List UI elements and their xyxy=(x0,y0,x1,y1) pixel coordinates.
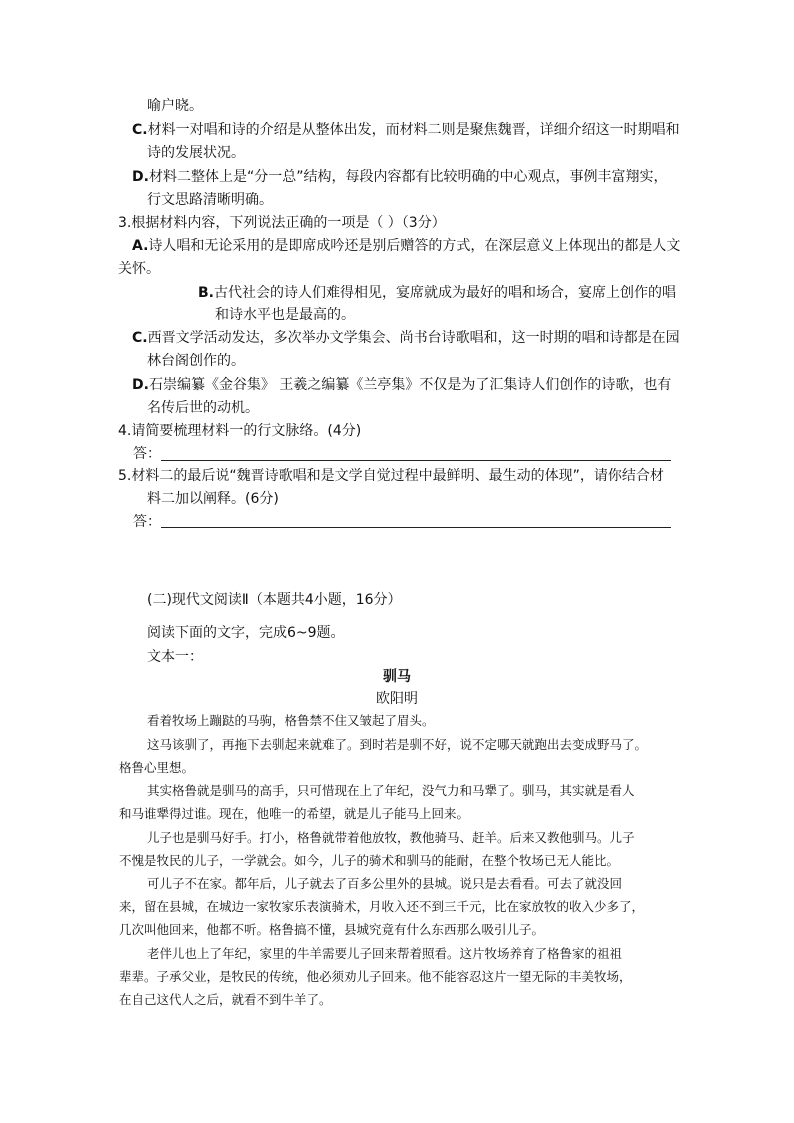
option-text: 西晋文学活动发达，多次举办文学集会、尚书台诗歌唱和，这一时期的唱和诗都是在园 xyxy=(147,330,680,346)
q2-option-c xyxy=(132,120,680,140)
q3-option-d-cont: 名传后世的动机。 xyxy=(147,400,259,416)
option-label: C. xyxy=(132,330,148,346)
option-label: B. xyxy=(198,285,214,301)
option-b-tail: 喻户晓。 xyxy=(147,98,203,114)
answer-label: 答： xyxy=(133,514,161,530)
story-line: 来，留在县城，在城边一家牧家乐表演骑术，月收入还不到三千元，比在家放牧的收入少多了， xyxy=(119,899,645,914)
option-text: 石崇编纂《金谷集》 王羲之编纂《兰亭集》不仅是为了汇集诗人们创作的诗歌，也有 xyxy=(148,377,672,393)
answer-line[interactable] xyxy=(161,527,671,528)
answer-label: 答： xyxy=(133,446,161,462)
story-line: 可儿子不在家。都年后，儿子就去了百多公里外的县城。说只是去看看。可去了就没回 xyxy=(147,876,623,891)
story-line: 辈辈。子承父业，是牧民的传统，他必须劝儿子回来。他不能容忍这片一望无际的丰美牧场， xyxy=(119,969,632,984)
q3-option-c xyxy=(132,328,680,348)
question-4-stem: 4.请简要梳理材料一的行文脉络。(4分) xyxy=(118,423,362,439)
q3-option-c-cont: 林台阁创作的。 xyxy=(147,353,245,369)
question-5-stem-cont: 料二加以阐释。(6分) xyxy=(147,491,279,507)
q3-option-a xyxy=(132,236,680,256)
q3-option-b-cont: 和诗水平也是最高的。 xyxy=(215,307,355,323)
story-line: 老伴儿也上了年纪，家里的牛羊需要儿子回来帮着照看。这片牧场养育了格鲁家的祖祖 xyxy=(147,946,623,961)
q3-option-d xyxy=(132,375,671,395)
story-line: 在自己这代人之后，就看不到牛羊了。 xyxy=(119,992,332,1007)
story-title: 驯马 xyxy=(383,669,411,685)
question-5-stem: 5.材料二的最后说“魏晋诗歌唱和是文学自觉过程中最鲜明、最生动的体现”，请你结合材 xyxy=(118,468,664,484)
story-line: 儿子也是驯马好手。打小，格鲁就带着他放牧，教他骑马、赶羊。后来又教他驯马。儿子 xyxy=(147,830,635,845)
section-instruction: 阅读下面的文字，完成6~9题。 xyxy=(147,625,345,641)
option-text: 诗人唱和无论采用的是即席成吟还是别后赠答的方式，在深层意义上体现出的都是人文 xyxy=(148,238,681,254)
answer-line[interactable] xyxy=(161,460,671,461)
option-text: 材料一对唱和诗的介绍是从整体出发，而材料二则是聚焦魏晋，详细介绍这一时期唱和 xyxy=(147,122,680,138)
story-line: 不愧是牧民的儿子，一学就会。如今，儿子的骑术和驯马的能耐，在整个牧场已无人能比。 xyxy=(119,853,620,868)
story-author: 欧阳明 xyxy=(376,691,418,707)
option-label: A. xyxy=(132,238,149,254)
story-line: 格鲁心里想。 xyxy=(119,760,195,775)
story-line: 看着牧场上蹦跶的马驹，格鲁禁不住又皱起了眉头。 xyxy=(147,713,435,728)
option-label: C. xyxy=(132,122,148,138)
option-text: 材料二整体上是“分一总”结构，每段内容都有比较明确的中心观点，事例丰富翔实， xyxy=(148,169,668,185)
text-label: 文本一： xyxy=(147,649,203,665)
question-3-stem: 3.根据材料内容，下列说法正确的一项是（ ）（3分） xyxy=(118,215,446,231)
option-label: D. xyxy=(132,169,149,185)
q2-option-c-cont: 诗的发展状况。 xyxy=(147,145,245,161)
story-line: 几次叫他回来，他都不听。格鲁搞不懂，县城究竟有什么东西那么吸引儿子。 xyxy=(119,922,545,937)
option-label: D. xyxy=(132,377,149,393)
q3-option-b xyxy=(198,283,676,303)
q2-option-d-cont: 行文思路清晰明确。 xyxy=(147,192,273,208)
story-line: 这马该驯了，再拖下去驯起来就难了。到时若是驯不好，说不定哪天就跑出去变成野马了。 xyxy=(147,737,648,752)
section-heading: (二)现代文阅读Ⅱ（本题共4小题，16分） xyxy=(147,592,402,608)
story-line: 其实格鲁就是驯马的高手，只可惜现在上了年纪，没气力和马犟了。驯马，其实就是看人 xyxy=(147,783,635,798)
story-line: 和马谁犟得过谁。现在，他唯一的希望，就是儿子能马上回来。 xyxy=(119,806,470,821)
option-text: 古代社会的诗人们难得相见，宴席就成为最好的唱和场合，宴席上创作的唱 xyxy=(214,285,676,301)
q3-option-a-cont: 关怀。 xyxy=(118,261,160,277)
q2-option-d xyxy=(132,167,667,187)
